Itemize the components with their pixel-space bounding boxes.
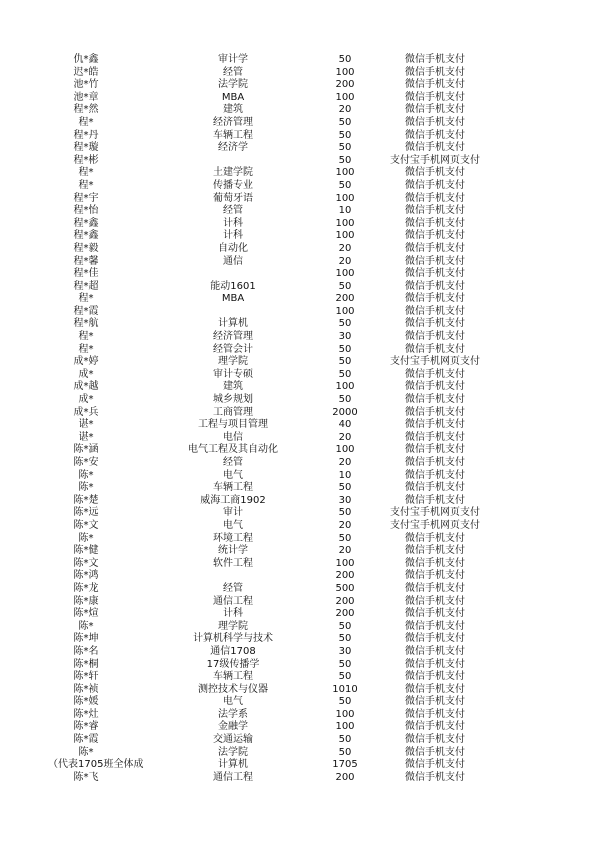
table-row xyxy=(0,306,600,319)
amount-cell: 20 xyxy=(338,457,352,468)
donor-name-cell: 程* xyxy=(78,331,94,343)
payment-method-cell: 微信手机支付 xyxy=(405,205,465,217)
major-cell: 金融学 xyxy=(218,721,248,733)
amount-cell: 100 xyxy=(335,230,355,242)
table-row xyxy=(0,545,600,558)
donor-name-cell: 陈*鸿 xyxy=(73,570,99,582)
payment-method-cell: 支付宝手机网页支付 xyxy=(390,519,480,531)
major-cell: 理学院 xyxy=(218,356,248,368)
amount-cell: 50 xyxy=(338,368,352,380)
donor-name-cell: 程*毅 xyxy=(73,242,99,254)
table-row xyxy=(0,709,600,722)
major-cell: 电气工程及其自动化 xyxy=(188,444,278,456)
table-row xyxy=(0,659,600,672)
table-row xyxy=(0,230,600,243)
payment-method-cell: 微信手机支付 xyxy=(405,142,465,154)
payment-method-cell: 微信手机支付 xyxy=(405,620,465,632)
donor-name-cell: 陈*煊 xyxy=(73,608,99,620)
payment-method-cell: 微信手机支付 xyxy=(405,406,465,418)
payment-method-cell: 微信手机支付 xyxy=(405,469,465,481)
donor-name-cell: 程* xyxy=(78,343,94,355)
amount-cell: 30 xyxy=(338,494,352,506)
amount-cell: 200 xyxy=(335,771,355,783)
donor-name-cell: 程*彬 xyxy=(73,154,99,166)
payment-method-cell: 微信手机支付 xyxy=(405,192,465,204)
table-row xyxy=(0,167,600,180)
major-cell: 经济管理 xyxy=(213,116,253,128)
major-cell: 威海工商1902 xyxy=(200,494,266,506)
table-row xyxy=(0,293,600,306)
donor-name-cell: 谌* xyxy=(78,419,94,431)
donor-name-cell: 陈* xyxy=(78,620,94,632)
payment-method-cell: 微信手机支付 xyxy=(405,532,465,544)
donor-name-cell: 陈*霞 xyxy=(73,734,99,746)
donor-name-cell: 陈*文 xyxy=(73,519,99,531)
donor-name-cell: 陈*涵 xyxy=(73,444,99,456)
table-row xyxy=(0,155,600,168)
table-row xyxy=(0,54,600,67)
donor-name-cell: 程*丹 xyxy=(73,129,99,141)
major-cell: 计科 xyxy=(223,217,243,229)
payment-method-cell: 微信手机支付 xyxy=(405,671,465,683)
major-cell: 法学院 xyxy=(218,79,248,91)
table-row xyxy=(0,394,600,407)
donor-name-cell: 程*霞 xyxy=(73,305,99,317)
amount-cell: 50 xyxy=(338,658,352,670)
payment-method-cell: 微信手机支付 xyxy=(405,746,465,758)
major-cell: 电气 xyxy=(223,519,243,531)
donor-name-cell: 程*鑫 xyxy=(73,230,99,242)
major-cell: 测控技术与仪器 xyxy=(198,683,268,695)
payment-method-cell: 微信手机支付 xyxy=(405,268,465,280)
major-cell: 经管 xyxy=(223,205,243,217)
donor-name-cell: 陈* xyxy=(78,469,94,481)
major-cell: MBA xyxy=(221,293,245,305)
amount-cell: 2000 xyxy=(332,406,358,418)
table-row xyxy=(0,117,600,130)
donor-name-cell: 仇*鑫 xyxy=(73,54,99,65)
table-row xyxy=(0,281,600,294)
amount-cell: 20 xyxy=(338,104,352,116)
payment-method-cell: 微信手机支付 xyxy=(405,280,465,292)
donor-name-cell: 池*竹 xyxy=(73,79,99,91)
payment-method-cell: 微信手机支付 xyxy=(405,683,465,695)
major-cell: 计算机 xyxy=(218,318,248,330)
table-row xyxy=(0,318,600,331)
amount-cell: 50 xyxy=(338,318,352,330)
table-row xyxy=(0,696,600,709)
donor-name-cell: 陈*轩 xyxy=(73,671,99,683)
major-cell: 通信工程 xyxy=(213,595,253,607)
major-cell: 经管 xyxy=(223,457,243,468)
amount-cell: 50 xyxy=(338,116,352,128)
amount-cell: 50 xyxy=(338,280,352,292)
table-row xyxy=(0,671,600,684)
payment-method-cell: 微信手机支付 xyxy=(405,167,465,179)
major-cell: 经济学 xyxy=(218,142,248,154)
donor-name-cell: 陈*健 xyxy=(73,545,99,557)
table-row xyxy=(0,734,600,747)
table-row xyxy=(0,608,600,621)
payment-method-cell: 微信手机支付 xyxy=(405,419,465,431)
payment-method-cell: 微信手机支付 xyxy=(405,381,465,393)
table-row xyxy=(0,646,600,659)
payment-method-cell: 微信手机支付 xyxy=(405,557,465,569)
payment-method-cell: 微信手机支付 xyxy=(405,658,465,670)
amount-cell: 100 xyxy=(335,192,355,204)
table-row xyxy=(0,457,600,470)
donor-name-cell: 程*佳 xyxy=(73,268,99,280)
table-row xyxy=(0,482,600,495)
major-cell: 通信1708 xyxy=(210,645,256,657)
payment-method-cell: 支付宝手机网页支付 xyxy=(390,154,480,166)
amount-cell: 500 xyxy=(335,582,355,594)
major-cell: 法学系 xyxy=(218,708,248,720)
donor-name-cell: 池*章 xyxy=(73,91,99,103)
major-cell: 计算机科学与技术 xyxy=(193,633,273,645)
table-row xyxy=(0,243,600,256)
donor-name-cell: （代表1705班全体成 xyxy=(48,759,144,771)
major-cell: 车辆工程 xyxy=(213,482,253,494)
major-cell: 车辆工程 xyxy=(213,129,253,141)
donor-name-cell: 陈* xyxy=(78,746,94,758)
amount-cell: 50 xyxy=(338,142,352,154)
amount-cell: 50 xyxy=(338,671,352,683)
donor-name-cell: 陈* xyxy=(78,532,94,544)
payment-method-cell: 微信手机支付 xyxy=(405,54,465,65)
donor-name-cell: 陈*媛 xyxy=(73,696,99,708)
amount-cell: 100 xyxy=(335,167,355,179)
table-row xyxy=(0,721,600,734)
payment-method-cell: 微信手机支付 xyxy=(405,217,465,229)
major-cell: 经管 xyxy=(223,66,243,78)
major-cell: 自动化 xyxy=(218,242,248,254)
amount-cell: 100 xyxy=(335,66,355,78)
amount-cell: 20 xyxy=(338,545,352,557)
major-cell: 经管会计 xyxy=(213,343,253,355)
amount-cell: 100 xyxy=(335,217,355,229)
table-row xyxy=(0,130,600,143)
donor-name-cell: 谌* xyxy=(78,431,94,443)
major-cell: 电气 xyxy=(223,696,243,708)
table-row xyxy=(0,407,600,420)
table-row xyxy=(0,369,600,382)
major-cell: 经济管理 xyxy=(213,331,253,343)
payment-method-cell: 微信手机支付 xyxy=(405,494,465,506)
amount-cell: 200 xyxy=(335,595,355,607)
amount-cell: 50 xyxy=(338,746,352,758)
donor-name-cell: 成*越 xyxy=(73,381,99,393)
amount-cell: 50 xyxy=(338,154,352,166)
amount-cell: 10 xyxy=(338,205,352,217)
table-row xyxy=(0,142,600,155)
donor-name-cell: 陈*桐 xyxy=(73,658,99,670)
table-row xyxy=(0,772,600,785)
table-row xyxy=(0,583,600,596)
major-cell: 计算机 xyxy=(218,759,248,771)
table-row xyxy=(0,633,600,646)
table-row xyxy=(0,180,600,193)
payment-method-cell: 微信手机支付 xyxy=(405,293,465,305)
donor-name-cell: 程*超 xyxy=(73,280,99,292)
amount-cell: 50 xyxy=(338,633,352,645)
donor-name-cell: 迟*皓 xyxy=(73,66,99,78)
payment-method-cell: 微信手机支付 xyxy=(405,104,465,116)
table-row xyxy=(0,268,600,281)
major-cell: 车辆工程 xyxy=(213,671,253,683)
table-row xyxy=(0,596,600,609)
donor-name-cell: 程*鑫 xyxy=(73,217,99,229)
table-row xyxy=(0,570,600,583)
table-row xyxy=(0,79,600,92)
donor-name-cell: 陈*灶 xyxy=(73,708,99,720)
major-cell: 土建学院 xyxy=(213,167,253,179)
payment-method-cell: 微信手机支付 xyxy=(405,66,465,78)
payment-method-cell: 微信手机支付 xyxy=(405,482,465,494)
major-cell: 传播专业 xyxy=(213,179,253,191)
donor-name-cell: 程*怡 xyxy=(73,205,99,217)
amount-cell: 100 xyxy=(335,557,355,569)
donor-name-cell: 陈*远 xyxy=(73,507,99,519)
major-cell: 建筑 xyxy=(223,381,243,393)
payment-method-cell: 微信手机支付 xyxy=(405,343,465,355)
payment-method-cell: 微信手机支付 xyxy=(405,255,465,267)
donor-name-cell: 陈*名 xyxy=(73,645,99,657)
major-cell: 软件工程 xyxy=(213,557,253,569)
table-row xyxy=(0,419,600,432)
amount-cell: 1705 xyxy=(332,759,358,771)
amount-cell: 20 xyxy=(338,519,352,531)
donor-name-cell: 陈*安 xyxy=(73,457,99,468)
amount-cell: 100 xyxy=(335,305,355,317)
payment-method-cell: 微信手机支付 xyxy=(405,431,465,443)
payment-method-cell: 微信手机支付 xyxy=(405,444,465,456)
table-row xyxy=(0,558,600,571)
donor-name-cell: 陈*祯 xyxy=(73,683,99,695)
table-row xyxy=(0,356,600,369)
payment-method-cell: 微信手机支付 xyxy=(405,91,465,103)
donor-name-cell: 程*璇 xyxy=(73,142,99,154)
amount-cell: 50 xyxy=(338,620,352,632)
major-cell: 城乡规划 xyxy=(213,394,253,406)
donor-name-cell: 陈*坤 xyxy=(73,633,99,645)
donor-name-cell: 程*航 xyxy=(73,318,99,330)
amount-cell: 100 xyxy=(335,381,355,393)
table-row xyxy=(0,759,600,772)
amount-cell: 200 xyxy=(335,608,355,620)
major-cell: 能动1601 xyxy=(210,280,256,292)
donation-table xyxy=(0,54,600,784)
donor-name-cell: 程* xyxy=(78,167,94,179)
table-row xyxy=(0,331,600,344)
donor-name-cell: 程*馨 xyxy=(73,255,99,267)
donor-name-cell: 程* xyxy=(78,293,94,305)
table-row xyxy=(0,381,600,394)
amount-cell: 20 xyxy=(338,431,352,443)
major-cell: 审计专硕 xyxy=(213,368,253,380)
payment-method-cell: 微信手机支付 xyxy=(405,331,465,343)
donor-name-cell: 陈*康 xyxy=(73,595,99,607)
donor-name-cell: 成*兵 xyxy=(73,406,99,418)
table-row xyxy=(0,205,600,218)
payment-method-cell: 微信手机支付 xyxy=(405,582,465,594)
major-cell: 交通运输 xyxy=(213,734,253,746)
table-row xyxy=(0,218,600,231)
table-row xyxy=(0,92,600,105)
amount-cell: 1010 xyxy=(332,683,358,695)
table-row xyxy=(0,256,600,269)
payment-method-cell: 微信手机支付 xyxy=(405,318,465,330)
payment-method-cell: 微信手机支付 xyxy=(405,129,465,141)
amount-cell: 20 xyxy=(338,242,352,254)
major-cell: 审计学 xyxy=(218,54,248,65)
table-row xyxy=(0,67,600,80)
payment-method-cell: 支付宝手机网页支付 xyxy=(390,507,480,519)
donor-name-cell: 陈*飞 xyxy=(73,771,99,783)
major-cell: 工程与项目管理 xyxy=(198,419,268,431)
amount-cell: 50 xyxy=(338,129,352,141)
amount-cell: 100 xyxy=(335,444,355,456)
major-cell: 法学院 xyxy=(218,746,248,758)
amount-cell: 50 xyxy=(338,394,352,406)
major-cell: 计科 xyxy=(223,230,243,242)
major-cell: MBA xyxy=(221,91,245,103)
table-row xyxy=(0,507,600,520)
amount-cell: 50 xyxy=(338,482,352,494)
donor-name-cell: 成* xyxy=(78,394,94,406)
table-row xyxy=(0,520,600,533)
major-cell: 统计学 xyxy=(218,545,248,557)
donor-name-cell: 陈* xyxy=(78,482,94,494)
payment-method-cell: 微信手机支付 xyxy=(405,595,465,607)
payment-method-cell: 微信手机支付 xyxy=(405,608,465,620)
payment-method-cell: 微信手机支付 xyxy=(405,570,465,582)
payment-method-cell: 微信手机支付 xyxy=(405,759,465,771)
amount-cell: 50 xyxy=(338,54,352,65)
donor-name-cell: 程* xyxy=(78,116,94,128)
major-cell: 审计 xyxy=(223,507,243,519)
donor-name-cell: 成*婷 xyxy=(73,356,99,368)
table-row xyxy=(0,432,600,445)
payment-method-cell: 微信手机支付 xyxy=(405,545,465,557)
amount-cell: 200 xyxy=(335,293,355,305)
table-row xyxy=(0,444,600,457)
payment-method-cell: 微信手机支付 xyxy=(405,708,465,720)
payment-method-cell: 微信手机支付 xyxy=(405,179,465,191)
donor-name-cell: 成* xyxy=(78,368,94,380)
donor-name-cell: 陈*睿 xyxy=(73,721,99,733)
amount-cell: 100 xyxy=(335,268,355,280)
major-cell: 通信 xyxy=(223,255,243,267)
table-row xyxy=(0,533,600,546)
amount-cell: 50 xyxy=(338,532,352,544)
donor-name-cell: 程* xyxy=(78,179,94,191)
payment-method-cell: 微信手机支付 xyxy=(405,368,465,380)
amount-cell: 50 xyxy=(338,507,352,519)
major-cell: 理学院 xyxy=(218,620,248,632)
major-cell: 电信 xyxy=(223,431,243,443)
payment-method-cell: 微信手机支付 xyxy=(405,116,465,128)
major-cell: 计科 xyxy=(223,608,243,620)
major-cell: 葡萄牙语 xyxy=(213,192,253,204)
payment-method-cell: 微信手机支付 xyxy=(405,79,465,91)
amount-cell: 30 xyxy=(338,645,352,657)
amount-cell: 40 xyxy=(338,419,352,431)
major-cell: 通信工程 xyxy=(213,771,253,783)
payment-method-cell: 微信手机支付 xyxy=(405,457,465,468)
amount-cell: 50 xyxy=(338,734,352,746)
major-cell: 环境工程 xyxy=(213,532,253,544)
donor-name-cell: 程*然 xyxy=(73,104,99,116)
donor-name-cell: 陈*文 xyxy=(73,557,99,569)
amount-cell: 100 xyxy=(335,708,355,720)
donor-name-cell: 陈*楚 xyxy=(73,494,99,506)
amount-cell: 50 xyxy=(338,356,352,368)
amount-cell: 50 xyxy=(338,179,352,191)
payment-method-cell: 微信手机支付 xyxy=(405,734,465,746)
amount-cell: 200 xyxy=(335,79,355,91)
table-row xyxy=(0,193,600,206)
payment-method-cell: 微信手机支付 xyxy=(405,633,465,645)
payment-method-cell: 微信手机支付 xyxy=(405,394,465,406)
donor-name-cell: 程*宇 xyxy=(73,192,99,204)
payment-method-cell: 微信手机支付 xyxy=(405,645,465,657)
table-row xyxy=(0,470,600,483)
amount-cell: 200 xyxy=(335,570,355,582)
table-row xyxy=(0,104,600,117)
table-row xyxy=(0,495,600,508)
amount-cell: 30 xyxy=(338,331,352,343)
payment-method-cell: 微信手机支付 xyxy=(405,771,465,783)
payment-method-cell: 微信手机支付 xyxy=(405,242,465,254)
payment-method-cell: 支付宝手机网页支付 xyxy=(390,356,480,368)
table-row xyxy=(0,747,600,760)
table-row xyxy=(0,344,600,357)
amount-cell: 50 xyxy=(338,343,352,355)
table-row xyxy=(0,684,600,697)
major-cell: 经管 xyxy=(223,582,243,594)
major-cell: 工商管理 xyxy=(213,406,253,418)
amount-cell: 20 xyxy=(338,255,352,267)
table-row xyxy=(0,621,600,634)
payment-method-cell: 微信手机支付 xyxy=(405,721,465,733)
payment-method-cell: 微信手机支付 xyxy=(405,305,465,317)
major-cell: 17级传播学 xyxy=(206,658,260,670)
donor-name-cell: 陈*龙 xyxy=(73,582,99,594)
amount-cell: 100 xyxy=(335,721,355,733)
payment-method-cell: 微信手机支付 xyxy=(405,696,465,708)
amount-cell: 100 xyxy=(335,91,355,103)
amount-cell: 10 xyxy=(338,469,352,481)
payment-method-cell: 微信手机支付 xyxy=(405,230,465,242)
major-cell: 电气 xyxy=(223,469,243,481)
major-cell: 建筑 xyxy=(223,104,243,116)
amount-cell: 50 xyxy=(338,696,352,708)
